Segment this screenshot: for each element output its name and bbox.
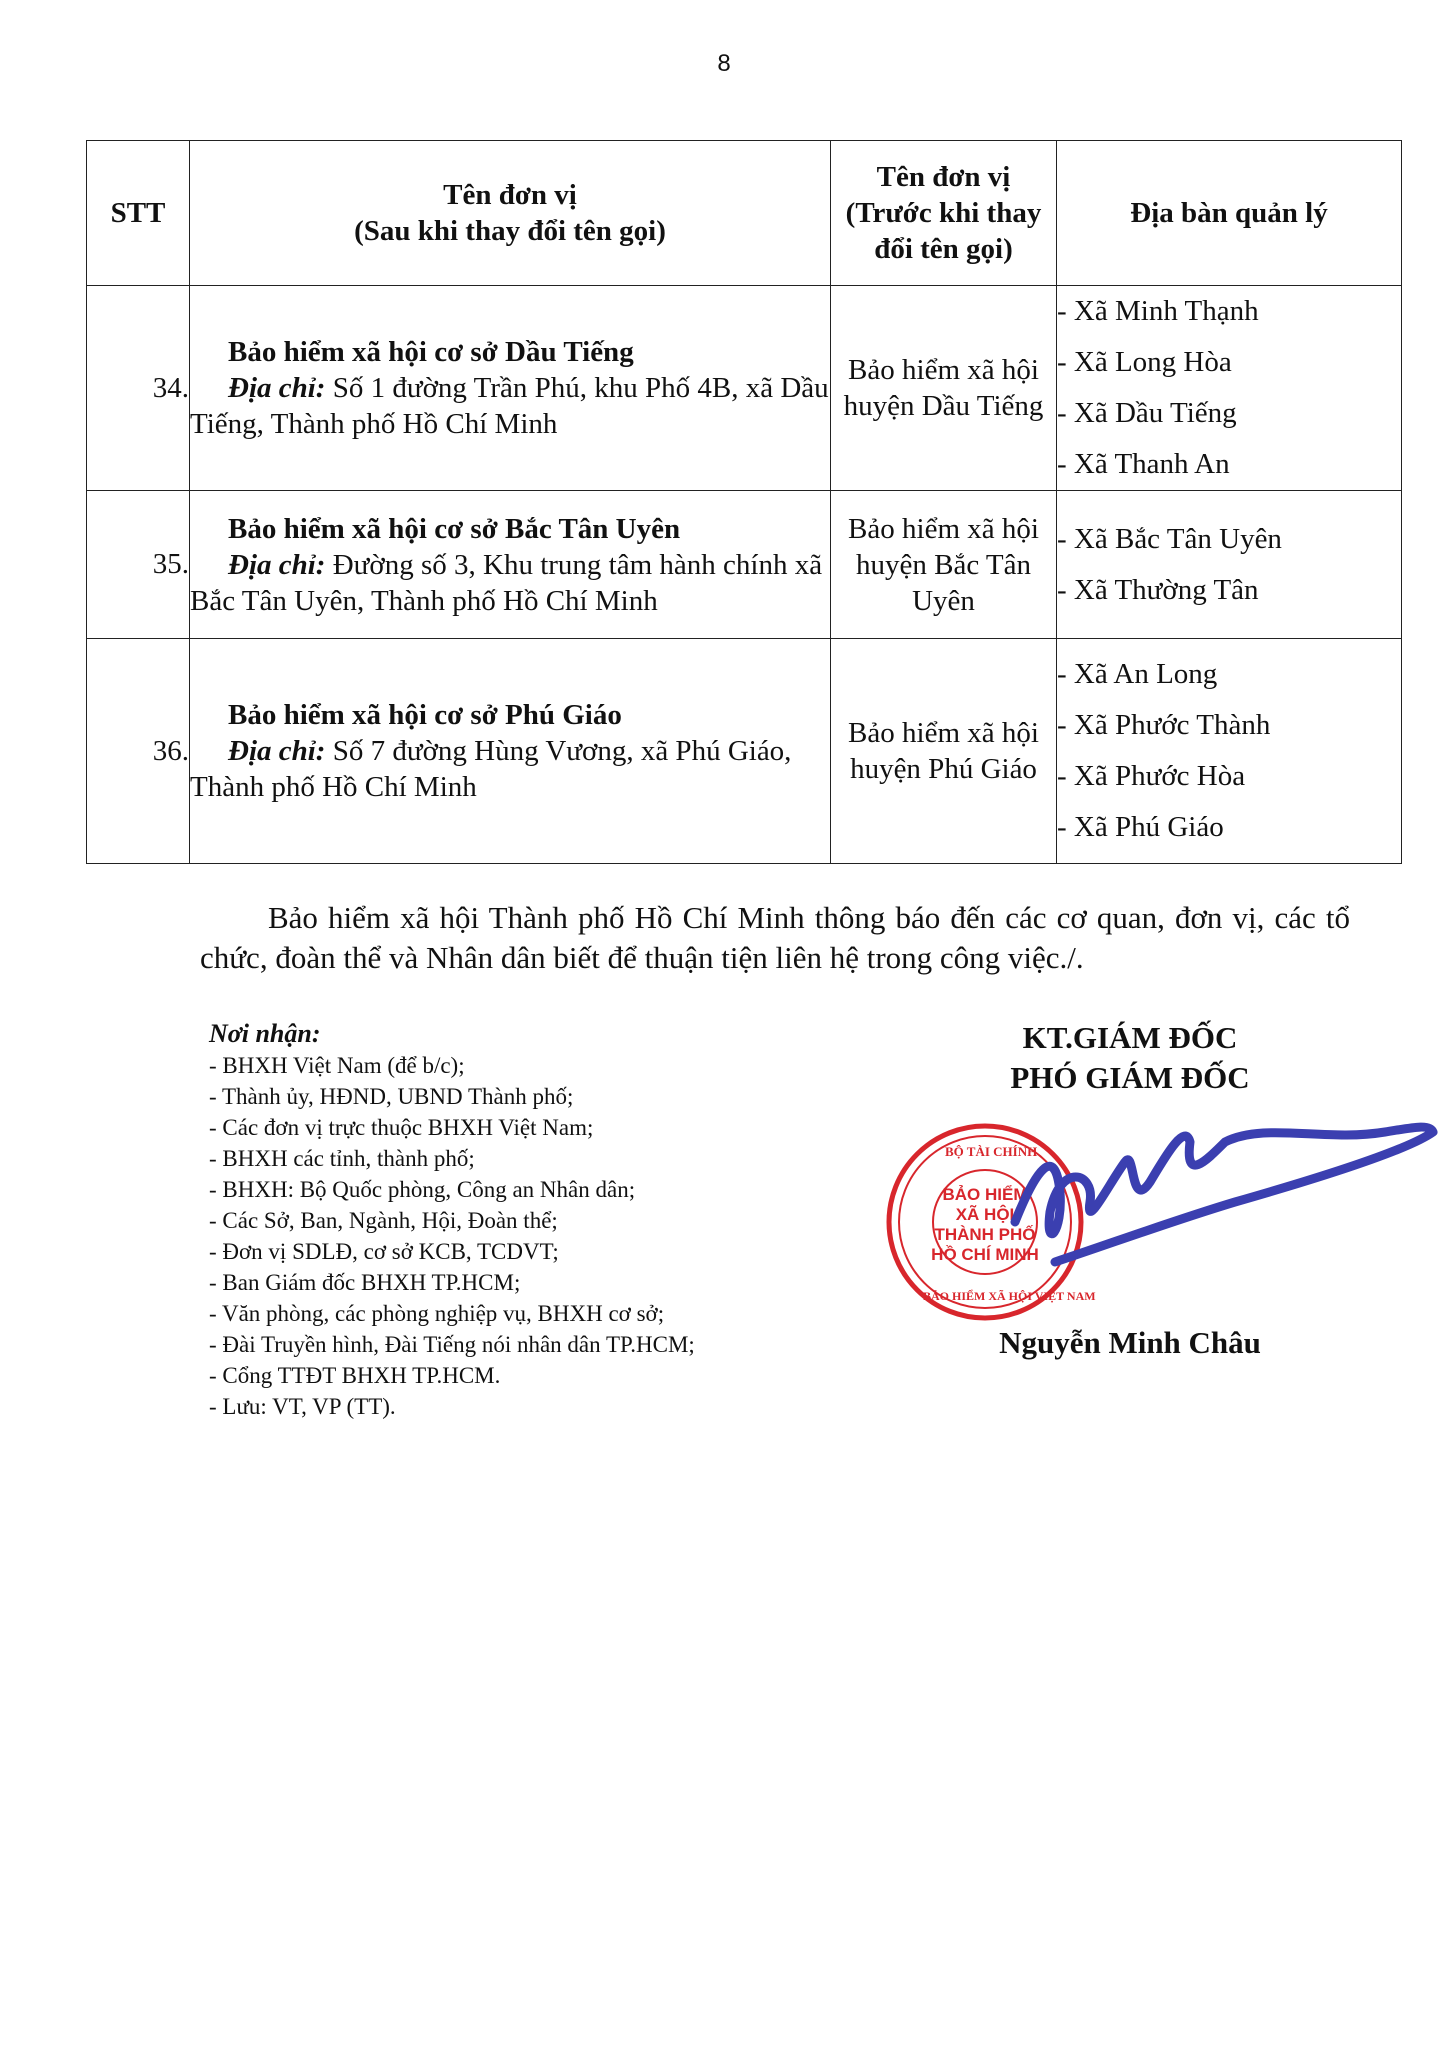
area-item: - Xã Phước Hòa bbox=[1057, 760, 1246, 792]
signature-line2: PHÓ GIÁM ĐỐC bbox=[1010, 1060, 1250, 1095]
recipient-item: - Các đơn vị trực thuộc BHXH Việt Nam; bbox=[209, 1115, 594, 1140]
address-label: Địa chỉ: bbox=[228, 372, 326, 404]
row-stt: 36. bbox=[87, 639, 190, 864]
official-seal-icon bbox=[885, 1102, 1445, 1342]
recipient-item: - Lưu: VT, VP (TT). bbox=[209, 1394, 396, 1419]
table-header-row bbox=[87, 141, 1402, 286]
recipient-item: - Văn phòng, các phòng nghiệp vụ, BHXH cơ sở; bbox=[209, 1301, 665, 1326]
row-stt: 34. bbox=[87, 286, 190, 491]
header-new-name-line1: Tên đơn vị bbox=[443, 179, 577, 211]
area-item: - Xã Minh Thạnh bbox=[1057, 295, 1259, 327]
row-unit-cell bbox=[190, 639, 831, 864]
svg-text:THÀNH PHỐ: THÀNH PHỐ bbox=[934, 1225, 1036, 1244]
unit-name: Bảo hiểm xã hội cơ sở Phú Giáo bbox=[228, 699, 622, 731]
area-item: - Xã Thường Tân bbox=[1057, 573, 1259, 606]
svg-text:BỘ TÀI CHÍNH: BỘ TÀI CHÍNH bbox=[945, 1144, 1038, 1159]
address-text: Số 1 đường Trần Phú, khu Phố 4B, xã Dầu Tiếng, Thành phố Hồ Chí Minh bbox=[190, 372, 829, 440]
area-item: - Xã Phước Thành bbox=[1057, 709, 1271, 741]
header-new-name bbox=[190, 141, 831, 286]
address-text: Số 7 đường Hùng Vương, xã Phú Giáo, Thành phố Hồ Chí Minh bbox=[190, 735, 792, 803]
recipient-item: - Thành ủy, HĐND, UBND Thành phố; bbox=[209, 1084, 574, 1109]
recipient-item: - Ban Giám đốc BHXH TP.HCM; bbox=[209, 1270, 521, 1295]
units-table bbox=[86, 140, 1402, 864]
signer-name: Nguyễn Minh Châu bbox=[999, 1325, 1261, 1360]
table-row bbox=[87, 491, 1402, 639]
area-item: - Xã An Long bbox=[1057, 658, 1218, 690]
header-new-name-line2: (Sau khi thay đổi tên gọi) bbox=[354, 215, 666, 247]
address-label: Địa chỉ: bbox=[228, 735, 326, 767]
area-item: - Xã Bắc Tân Uyên bbox=[1057, 522, 1282, 555]
header-stt: STT bbox=[87, 141, 190, 286]
recipient-item: - Các Sở, Ban, Ngành, Hội, Đoàn thể; bbox=[209, 1208, 558, 1233]
recipient-item: - Đài Truyền hình, Đài Tiếng nói nhân dân TP.HCM; bbox=[209, 1332, 695, 1357]
notice-text: Bảo hiểm xã hội Thành phố Hồ Chí Minh thông báo đến các cơ quan, đơn vị, các tổ chức, đoàn thể và Nhân dân biết để thuận tiện liên hệ trong công việc./. bbox=[200, 900, 1350, 975]
area-cell bbox=[1057, 286, 1402, 491]
signature-line1: KT.GIÁM ĐỐC bbox=[1022, 1020, 1238, 1055]
signature-titles bbox=[910, 1018, 1350, 1098]
row-stt: 35. bbox=[87, 491, 190, 639]
svg-text:BẢO HIỂM XÃ HỘI VIỆT NAM: BẢO HIỂM XÃ HỘI VIỆT NAM bbox=[923, 1289, 1096, 1303]
address-text: Đường số 3, Khu trung tâm hành chính xã Bắc Tân Uyên, Thành phố Hồ Chí Minh bbox=[190, 548, 823, 617]
recipient-item: - BHXH: Bộ Quốc phòng, Công an Nhân dân; bbox=[209, 1177, 636, 1202]
table-row bbox=[87, 639, 1402, 864]
recipient-item: - BHXH các tỉnh, thành phố; bbox=[209, 1146, 475, 1171]
svg-text:XÃ HỘI: XÃ HỘI bbox=[955, 1205, 1015, 1224]
svg-text:HỒ CHÍ MINH: HỒ CHÍ MINH bbox=[931, 1245, 1039, 1264]
notice-paragraph bbox=[200, 898, 1350, 978]
header-old-name: Tên đơn vị (Trước khi thay đổi tên gọi) bbox=[831, 141, 1057, 286]
area-item: - Xã Dầu Tiếng bbox=[1057, 397, 1237, 429]
recipients-title: Nơi nhận: bbox=[209, 1019, 321, 1048]
area-item: - Xã Long Hòa bbox=[1057, 346, 1232, 378]
unit-name: Bảo hiểm xã hội cơ sở Dầu Tiếng bbox=[228, 336, 634, 368]
seal-and-signature bbox=[885, 1102, 1445, 1342]
area-cell bbox=[1057, 639, 1402, 864]
old-unit-name: Bảo hiểm xã hội huyện Dầu Tiếng bbox=[831, 286, 1057, 491]
area-cell bbox=[1057, 491, 1402, 639]
table-row bbox=[87, 286, 1402, 491]
recipient-item: - Đơn vị SDLĐ, cơ sở KCB, TCDVT; bbox=[209, 1239, 559, 1264]
row-unit-cell bbox=[190, 286, 831, 491]
recipient-item: - Cổng TTĐT BHXH TP.HCM. bbox=[209, 1363, 501, 1388]
area-item: - Xã Thanh An bbox=[1057, 448, 1230, 480]
old-unit-name: Bảo hiểm xã hội huyện Phú Giáo bbox=[831, 639, 1057, 864]
page-number: 8 bbox=[717, 50, 731, 77]
svg-text:BẢO HIỂM: BẢO HIỂM bbox=[942, 1185, 1028, 1204]
recipients-block bbox=[209, 1018, 909, 1422]
address-label: Địa chỉ: bbox=[228, 548, 326, 581]
old-unit-name: Bảo hiểm xã hội huyện Bắc Tân Uyên bbox=[831, 491, 1057, 639]
recipient-item: - BHXH Việt Nam (để b/c); bbox=[209, 1053, 465, 1078]
area-item: - Xã Phú Giáo bbox=[1057, 811, 1224, 843]
unit-name: Bảo hiểm xã hội cơ sở Bắc Tân Uyên bbox=[228, 512, 681, 545]
header-area: Địa bàn quản lý bbox=[1057, 141, 1402, 286]
row-unit-cell bbox=[190, 491, 831, 639]
